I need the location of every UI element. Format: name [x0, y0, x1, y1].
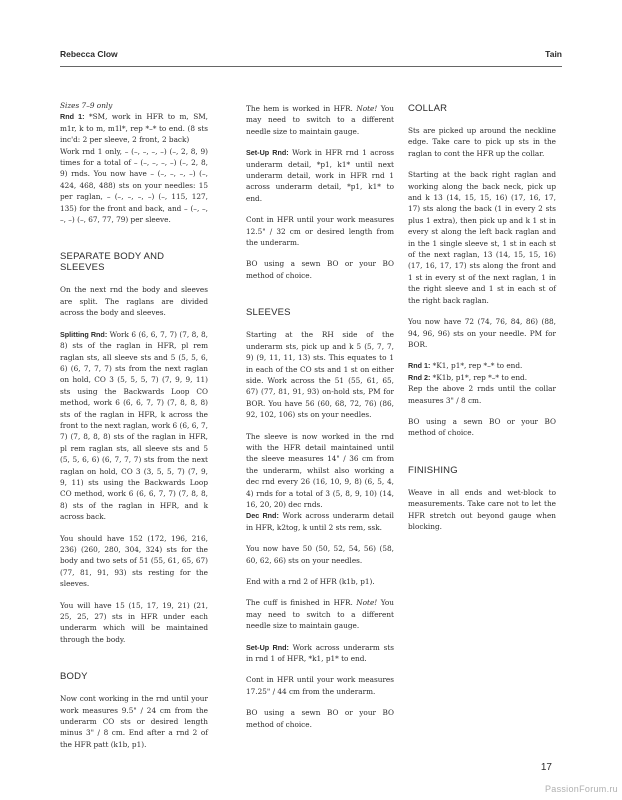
note-emphasis: Note!	[356, 104, 378, 113]
dec-text: Work across underarm detail in HFR, k2tog, k until 2 sts rem, ssk.	[246, 511, 394, 532]
splitting-instruction	[60, 329, 208, 523]
collar-rnd-2-text: *K1b, p1*, rep *–* to end.	[430, 372, 528, 382]
finishing-heading: FINISHING	[408, 464, 458, 476]
bo-paragraph: BO using a sewn BO or your BO method of choice.	[246, 259, 394, 280]
hem-text: The hem is worked in HFR.	[246, 104, 357, 113]
collar-paragraph-1: Sts are picked up around the neckline edge. Take care to pick up sts in the raglan to cont the HFR up the collar.	[408, 126, 556, 158]
should-have-paragraph: You should have 152 (172, 196, 216, 236) (260, 280, 304, 324) sts for the body and two sets of 51 (55, 61, 65, 67) (77, 81, 91, 93) sts resting for the sleeves.	[60, 533, 208, 589]
watermark: PassionForum.ru	[544, 784, 618, 794]
page-number: 17	[540, 762, 552, 773]
sizes-note: Sizes 7–9 only	[60, 101, 113, 110]
collar-rnd-2-label: Rnd 2:	[408, 372, 431, 382]
collar-rep: Rep the above 2 rnds until the collar measures 3" / 8 cm.	[408, 384, 556, 405]
collar-rnd-1	[408, 360, 556, 371]
setup-label: Set-Up Rnd:	[246, 148, 289, 158]
header-divider	[60, 66, 562, 67]
cuff-text-2: You may need to switch to a different needle size to maintain gauge.	[246, 598, 394, 631]
collar-bo: BO using a sewn BO or your BO method of choice.	[408, 416, 556, 438]
collar-heading: COLLAR	[408, 103, 448, 114]
setup-instruction	[246, 147, 394, 204]
sleeve-worked-paragraph: The sleeve is now worked in the rnd with the HFR detail maintained until the sleeve measures 14" / 36 cm from the underarm, whilst also working a dec rnd every 26 (16, 10, 9, 8) (6, 5, 4, 4) rnds for a total of 3 (5, 8, 9, 10) (14, 16, 20, 20) dec rnds.	[246, 431, 394, 509]
setup2-instruction	[246, 642, 394, 665]
will-have-paragraph: You will have 15 (15, 17, 19, 21) (21, 25, 25, 27) sts in HFR under each underarm which will be maintained through the body.	[60, 600, 208, 644]
column-1	[60, 100, 208, 760]
work-rnd-paragraph: Work rnd 1 only, – (–, –, –, –) (–, 2, 8, 9) times for a total of – (–, –, –, –) (–, 2, 8, 9) rnds. You now have – (–, –, –, –) (–, 424, 468, 488) sts on your needles: 15 per raglan, – (–, –, –, –) (–, 115, 127, 135) for the front and back, and – (–, –, –, –) (–, 67, 77, 79) per sleeve.	[60, 146, 208, 225]
separate-paragraph: On the next rnd the body and sleeves are split. The raglans are divided across the body and sleeves.	[60, 285, 208, 318]
starting-paragraph: Starting at the RH side of the underarm sts, pick up and k 5 (5, 7, 7, 9) (9, 11, 11, 13) sts. This equates to 1 in each of the CO sts and 1 st on either side. Work across the 51 (55, 61, 65, 67) (77, 81, 91, 93) on-hold sts, PM for BOR. You have 56 (60, 68, 72, 76) (86, 92, 102, 106) sts on your needles.	[246, 330, 394, 420]
bo2-paragraph: BO using a sewn BO or your BO method of choice.	[246, 708, 394, 729]
hem-paragraph	[246, 103, 394, 137]
body-paragraph: Now cont working in the rnd until your work measures 9.5" / 24 cm from the underarm CO sts or desired length minus 3" / 8 cm. End after a rnd 2 of the HFR patt (k1b, p1).	[60, 694, 208, 749]
setup2-label: Set-Up Rnd:	[246, 642, 289, 652]
finishing-paragraph: Weave in all ends and wet-block to measurements. Take care not to let the HFR stretch out beyond gauge when blocking.	[408, 487, 556, 531]
cuff-paragraph	[246, 597, 394, 631]
splitting-text: Work 6 (6, 6, 7, 7) (7, 8, 8, 8) sts of the raglan in HFR, pl rem raglan sts, all sleeve sts and 5 (5, 5, 6, 6) (6, 7, 7, 7) sts from the next raglan on hold, CO 3 (5, 5, 5, 7) (7, 9, 9, 11) sts using the Backwards Loop CO method, work 6 (6, 6, 7, 7) (7, 8, 8, 8) sts of the raglan in HFR, k across the front to the next raglan, work 6 (6, 6, 7, 7) (7, 8, 8, 8) sts of the raglan in HFR, pl rem raglan sts, all sleeve sts and 5 (5, 5, 6, 6) (6, 7, 7, 7) sts from the next raglan on hold, CO 3 (3, 5, 5, 7) (7, 9, 9, 11) sts using the Backwards Loop CO method, work 6 (6, 6, 7, 7) (7, 8, 8, 8) sts of the raglan in HFR, and k across back.	[60, 329, 208, 522]
collar-rnd-1-text: *K1, p1*, rep *–* to end.	[430, 361, 523, 371]
cont2-paragraph: Cont in HFR until your work measures 17.25" / 44 cm from the underarm.	[246, 675, 394, 696]
body-heading: BODY	[60, 671, 88, 683]
rnd-1-label: Rnd 1:	[60, 112, 85, 122]
author-name: Rebecca Clow	[60, 49, 118, 59]
dec-instruction	[246, 510, 394, 533]
splitting-label: Splitting Rnd:	[60, 329, 108, 339]
setup2-text: Work across underarm sts in rnd 1 of HFR, *k1, p1* to end.	[246, 642, 394, 664]
column-2	[246, 103, 394, 740]
collar-rnd-2	[408, 372, 556, 383]
collar-now-have: You now have 72 (74, 76, 84, 86) (88, 94, 96, 96) sts on your needle. PM for BOR.	[408, 317, 556, 349]
cont-paragraph: Cont in HFR until your work measures 12.5" / 32 cm or desired length from the underarm.	[246, 215, 394, 248]
collar-rnd-1-label: Rnd 1:	[408, 361, 431, 371]
hem-text-2: You may need to switch to a different needle size to maintain gauge.	[246, 104, 394, 136]
rnd-1-instruction	[60, 111, 208, 145]
sleeves-heading: SLEEVES	[246, 307, 291, 319]
cuff-text: The cuff is finished in HFR.	[246, 598, 357, 608]
separate-heading: SEPARATE BODY AND SLEEVES	[60, 251, 165, 274]
rnd-1-text: *SM, work in HFR to m, SM, m1r, k to m, m1l*, rep *–* to end. (8 sts inc'd: 2 per sleeve, 2 front, 2 back)	[60, 112, 209, 145]
dec-label: Dec Rnd:	[246, 511, 279, 521]
cuff-note-emphasis: Note!	[356, 598, 378, 608]
pattern-title: Tain	[545, 49, 562, 59]
end-with-paragraph: End with a rnd 2 of HFR (k1b, p1).	[246, 577, 375, 586]
column-3	[408, 103, 556, 542]
setup-text: Work in HFR rnd 1 across underarm detail, *p1, k1* until next underarm detail, work in HFR rnd 1 across underarm detail, *p1, k1* to end.	[246, 148, 394, 203]
now-have-paragraph: You now have 50 (50, 52, 54, 56) (58, 60, 62, 66) sts on your needles.	[246, 544, 394, 565]
collar-paragraph-2: Starting at the back right raglan and working along the back neck, pick up and k 13 (14, 15, 15, 16) (17, 16, 17, 17) sts along the back (1 in every 2 sts plus 1 extra), then pick up and k 1 st in every st along the left back raglan and in the 1 single sleeve st, 1 st in each st of the next raglan, 13 (14, 15, 15, 16) (17, 16, 17, 17) sts along the front and 1 st in every st of the next raglan, 1 in the right sleeve and 1 st in each st of the right back raglan.	[408, 170, 556, 305]
